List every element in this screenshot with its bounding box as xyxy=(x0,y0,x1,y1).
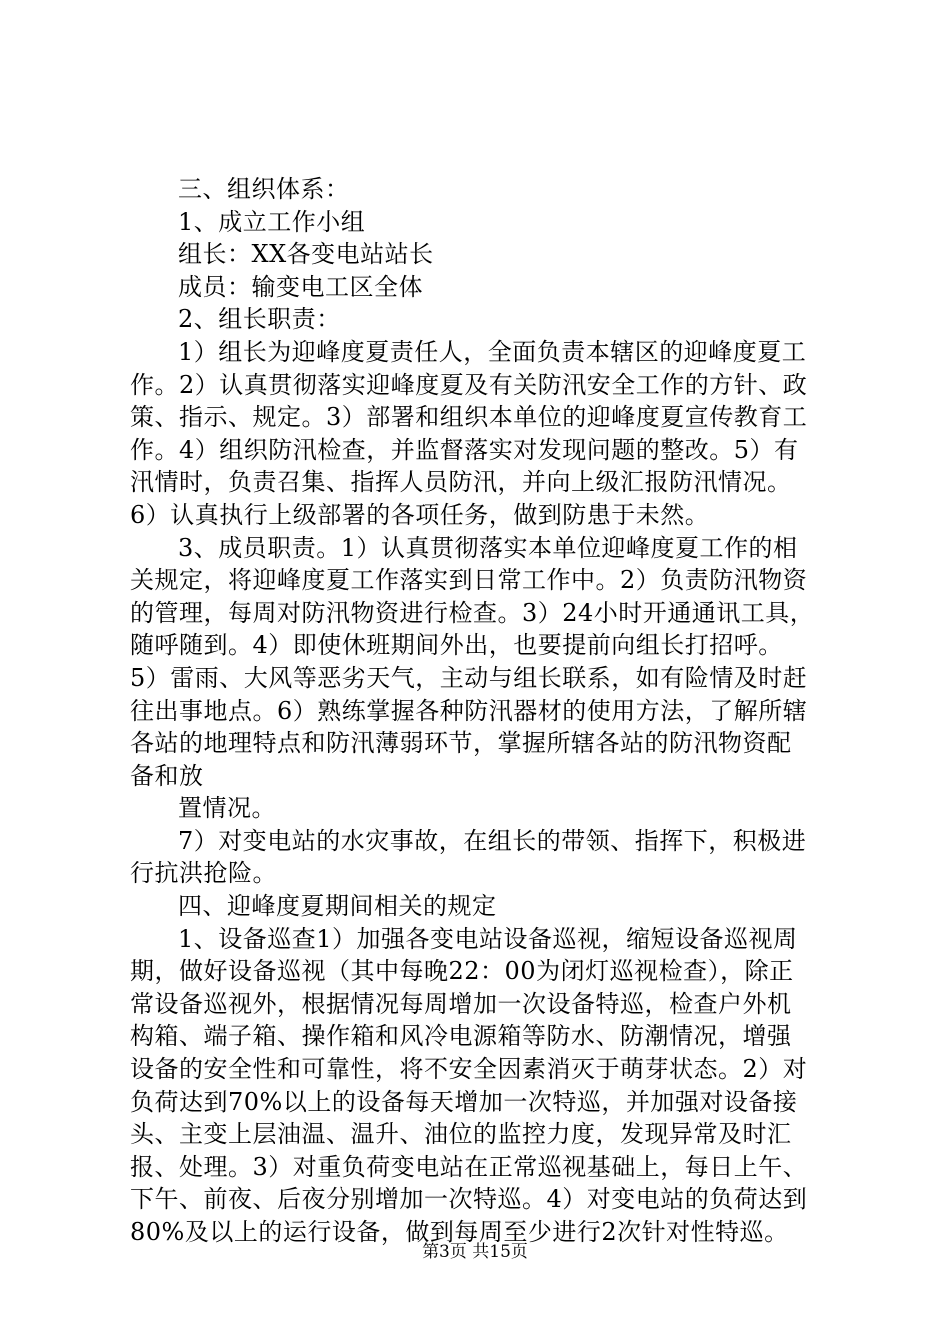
paragraph-line: 常设备巡视外，根据情况每周增加一次设备特巡，检查户外机 xyxy=(130,989,792,1018)
paragraph-line: 负荷达到70%以上的设备每天增加一次特巡，并加强对设备接 xyxy=(130,1087,798,1116)
paragraph-line: 5）雷雨、大风等恶劣天气，主动与组长联系，如有险情及时赶 xyxy=(130,663,808,692)
paragraph-line: 设备的安全性和可靠性，将不安全因素消灭于萌芽状态。2）对 xyxy=(130,1055,808,1084)
paragraph-line: 3、成员职责。1）认真贯彻落实本单位迎峰度夏工作的相 xyxy=(178,533,798,562)
section-heading-regulations: 四、迎峰度夏期间相关的规定 xyxy=(178,892,497,921)
document-body xyxy=(130,173,840,1249)
paragraph-line: 关规定，将迎峰度夏工作落实到日常工作中。2）负责防汛物资 xyxy=(130,566,808,595)
paragraph-line: 7）对变电站的水灾事故，在组长的带领、指挥下，积极进 xyxy=(178,826,807,855)
paragraph-line: 6）认真执行上级部署的各项任务，做到防患于未然。 xyxy=(130,500,710,529)
paragraph-line: 头、主变上层油温、温升、油位的监控力度，发现异常及时汇 xyxy=(130,1120,792,1149)
paragraph-line: 往出事地点。6）熟练掌握各种防汛器材的使用方法，了解所辖 xyxy=(130,696,808,725)
paragraph-line: 报、处理。3）对重负荷变电站在正常巡视基础上，每日上午、 xyxy=(130,1152,808,1181)
paragraph-line: 随呼随到。4）即使休班期间外出，也要提前向组长打招呼。 xyxy=(130,631,783,660)
paragraph-line: 策、指示、规定。3）部署和组织本单位的迎峰度夏宣传教育工 xyxy=(130,403,808,432)
page-number-footer: 第3页 共15页 xyxy=(422,1242,528,1262)
paragraph-line: 的管理，每周对防汛物资进行检查。3）24小时开通通讯工具， xyxy=(130,598,815,627)
paragraph-line: 组长：XX各变电站站长 xyxy=(178,240,434,269)
paragraph-line: 1、设备巡查1）加强各变电站设备巡视，缩短设备巡视周 xyxy=(178,924,798,953)
paragraph-line: 构箱、端子箱、操作箱和风冷电源箱等防水、防潮情况，增强 xyxy=(130,1022,792,1051)
section-heading-organization: 三、组织体系： xyxy=(178,175,350,203)
paragraph-line: 置情况。 xyxy=(178,794,276,823)
paragraph-line: 备和放 xyxy=(130,761,204,790)
paragraph-line: 各站的地理特点和防汛薄弱环节，掌握所辖各站的防汛物资配 xyxy=(130,729,792,758)
paragraph-line: 作。2）认真贯彻落实迎峰度夏及有关防汛安全工作的方针、政 xyxy=(130,370,808,399)
paragraph-line: 80%及以上的运行设备，做到每周至少进行2次针对性特巡。 xyxy=(130,1218,789,1246)
paragraph-line: 1）组长为迎峰度夏责任人，全面负责本辖区的迎峰度夏工 xyxy=(178,337,807,366)
paragraph-line: 期，做好设备巡视（其中每晚22：00为闭灯巡视检查），除正 xyxy=(130,957,794,986)
paragraph-line: 2、组长职责： xyxy=(178,305,341,334)
paragraph-line: 下午、前夜、后夜分别增加一次特巡。4）对变电站的负荷达到 xyxy=(130,1185,808,1214)
paragraph-line: 成员：输变电工区全体 xyxy=(178,272,423,301)
paragraph-line: 1、成立工作小组 xyxy=(178,207,366,236)
paragraph-line: 行抗洪抢险。 xyxy=(130,859,277,888)
paragraph-line: 汛情时，负责召集、指挥人员防汛，并向上级汇报防汛情况。 xyxy=(130,468,792,497)
paragraph-line: 作。4）组织防汛检查，并监督落实对发现问题的整改。5）有 xyxy=(130,435,799,464)
